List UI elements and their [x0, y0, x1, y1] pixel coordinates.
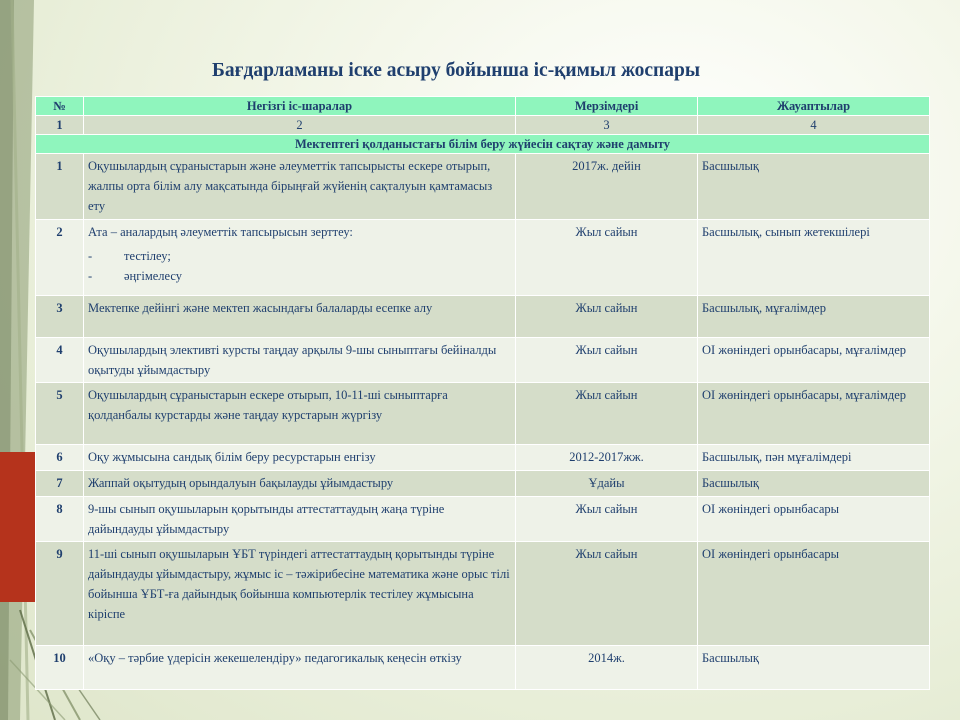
table-row: [36, 542, 930, 646]
row-deadline: 2017ж. дейін: [516, 154, 698, 220]
row-activity: 9-шы сынып оқушыларын қорытынды аттестаттаудың жаңа түріне дайындауды ұйымдастыру: [84, 497, 516, 542]
header-activities: Негізгі іс-шаралар: [84, 97, 516, 116]
column-number: 4: [698, 116, 930, 135]
row-number: 3: [36, 296, 84, 338]
row-deadline: Жыл сайын: [516, 296, 698, 338]
section-title: Мектептегі қолданыстағы білім беру жүйесін сақтау және дамыту: [36, 135, 930, 154]
header-number: №: [36, 97, 84, 116]
row-number: 5: [36, 383, 84, 445]
header-responsible: Жауаптылар: [698, 97, 930, 116]
row-activity: Оқушылардың элективті курсты таңдау арқылы 9-шы сыныптағы бейіналды оқытуды ұйымдастыру: [84, 338, 516, 383]
table-row: [36, 646, 930, 690]
table-row: [36, 338, 930, 383]
list-item: - әңгімелесу: [88, 266, 511, 286]
page-title: Бағдарламаны іске асыру бойынша іс-қимыл жоспары: [212, 60, 701, 81]
table-row: [36, 445, 930, 471]
decorative-red-block: [0, 452, 36, 602]
plan-table: [35, 96, 930, 690]
column-number-row: [36, 116, 930, 135]
table-row: [36, 471, 930, 497]
activity-sublist: [88, 246, 511, 286]
row-number: 4: [36, 338, 84, 383]
table-row: [36, 154, 930, 220]
row-number: 8: [36, 497, 84, 542]
row-responsible: ОІ жөніндегі орынбасары: [698, 542, 930, 646]
row-deadline: Жыл сайын: [516, 497, 698, 542]
table-row: [36, 296, 930, 338]
row-responsible: ОІ жөніндегі орынбасары, мұғалімдер: [698, 383, 930, 445]
row-responsible: Басшылық, пән мұғалімдері: [698, 445, 930, 471]
row-activity: 11-ші сынып оқушыларын ҰБТ түріндегі аттестаттаудың қорытынды түріне дайындауды ұйымдастыру, жұмыс іс – тәжірибесіне математика және орыс тілі бойынша ҰБТ-ға дайындық бойынша компьютерлік тестілеу жұмысына кіріспе: [84, 542, 516, 646]
row-activity: Мектепке дейінгі және мектеп жасындағы балаларды есепке алу: [84, 296, 516, 338]
row-responsible: Басшылық: [698, 154, 930, 220]
row-deadline: Ұдайы: [516, 471, 698, 497]
row-deadline: Жыл сайын: [516, 338, 698, 383]
row-deadline: Жыл сайын: [516, 220, 698, 296]
row-number: 9: [36, 542, 84, 646]
row-activity-cell: [84, 220, 516, 296]
row-activity: Оқушылардың сұраныстарын ескере отырып, 10-11-ші сыныптарға қолданбалы курстарды және таңдау курстарын жүргізу: [84, 383, 516, 445]
row-activity: Жаппай оқытудың орындалуын бақылауды ұйымдастыру: [84, 471, 516, 497]
list-item-text: тестілеу;: [124, 249, 171, 263]
row-deadline: 2012-2017жж.: [516, 445, 698, 471]
header-deadlines: Мерзімдері: [516, 97, 698, 116]
row-number: 7: [36, 471, 84, 497]
table-row: [36, 497, 930, 542]
list-item-text: әңгімелесу: [124, 269, 183, 283]
row-responsible: Басшылық: [698, 471, 930, 497]
column-number: 3: [516, 116, 698, 135]
section-row: [36, 135, 930, 154]
row-number: 1: [36, 154, 84, 220]
row-number: 2: [36, 220, 84, 296]
row-responsible: Басшылық, мұғалімдер: [698, 296, 930, 338]
table-header-row: [36, 97, 930, 116]
row-deadline: 2014ж.: [516, 646, 698, 690]
row-responsible: ОІ жөніндегі орынбасары, мұғалімдер: [698, 338, 930, 383]
table-row: [36, 220, 930, 296]
column-number: 1: [36, 116, 84, 135]
row-responsible: ОІ жөніндегі орынбасары: [698, 497, 930, 542]
row-responsible: Басшылық: [698, 646, 930, 690]
row-activity: Ата – аналардың әлеуметтік тапсырысын зерттеу:: [88, 225, 353, 239]
row-deadline: Жыл сайын: [516, 383, 698, 445]
list-item: - тестілеу;: [88, 246, 511, 266]
table-row: [36, 383, 930, 445]
row-number: 6: [36, 445, 84, 471]
row-responsible: Басшылық, сынып жетекшілері: [698, 220, 930, 296]
row-activity: Оқушылардың сұраныстарын және әлеуметтік тапсырысты ескере отырып, жалпы орта білім алу мақсатында бірыңғай жүйенің сақталуын қамтамасыз ету: [84, 154, 516, 220]
row-number: 10: [36, 646, 84, 690]
row-deadline: Жыл сайын: [516, 542, 698, 646]
column-number: 2: [84, 116, 516, 135]
row-activity: «Оқу – тәрбие үдерісін жекешелендіру» педагогикалық кеңесін өткізу: [84, 646, 516, 690]
row-activity: Оқу жұмысына сандық білім беру ресурстарын енгізу: [84, 445, 516, 471]
